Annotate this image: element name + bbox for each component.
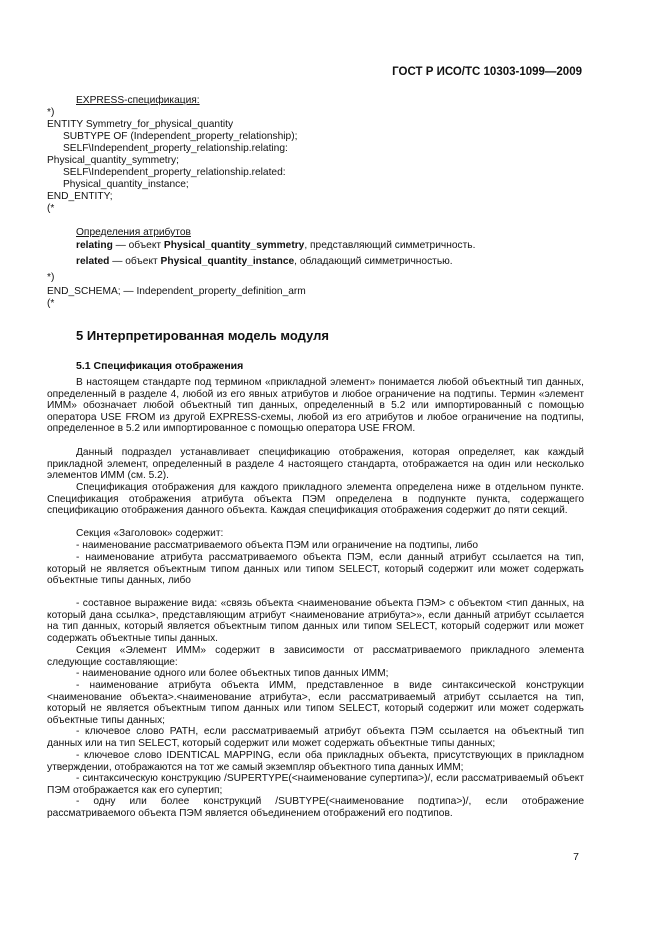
attribute-definition bbox=[76, 240, 475, 252]
list-item: - одну или более конструкций /SUBTYPE(<наименование подтипа>)/, если отображение рассматриваемого объекта ПЭМ является объединением отображений его подтипов. bbox=[47, 796, 584, 819]
express-line: END_ENTITY; bbox=[47, 191, 113, 202]
body-paragraph: Спецификация отображения для каждого прикладного элемента определена ниже в отдельном пункте. Спецификация отображения атрибута объекта ПЭМ определена в подпункте пункта, содержащего спецификацию отображения данного объекта. Каждая спецификация отображения содержит до пяти секций. bbox=[47, 482, 584, 517]
express-line: (* bbox=[47, 203, 55, 214]
section-5-1-heading: 5.1 Спецификация отображения bbox=[76, 360, 244, 372]
list-item: - наименование атрибута объекта ИММ, представленное в виде синтаксической конструкции <наименование объекта>.<наименование атрибута>, если рассматриваемый атрибут ссылается на тип, который не является объектным типом данных или типом SELECT, который содержит или может содержать объектные типы данных; bbox=[47, 680, 584, 726]
attribute-text: , обладающий симметричностью. bbox=[294, 256, 453, 267]
body-paragraph: Секция «Заголовок» содержит: bbox=[76, 528, 224, 539]
express-line: *) bbox=[47, 272, 55, 283]
express-line: Physical_quantity_symmetry; bbox=[47, 155, 179, 166]
list-item: - наименование рассматриваемого объекта ПЭМ или ограничение на подтипы, либо bbox=[76, 540, 478, 551]
attribute-name: relating bbox=[76, 240, 113, 251]
express-line: SUBTYPE OF (Independent_property_relationship); bbox=[63, 131, 298, 142]
body-paragraph: Данный подраздел устанавливает спецификацию отображения, которая определяет, как каждый прикладной элемент, определенный в разделе 4 настоящего стандарта, отображается на один или несколько элементов ИММ (см. 5.2). bbox=[47, 447, 584, 482]
express-line: SELF\Independent_property_relationship.related: bbox=[63, 167, 286, 178]
page-number: 7 bbox=[573, 851, 579, 863]
express-line: *) bbox=[47, 107, 55, 118]
body-paragraph: Секция «Элемент ИММ» содержит в зависимости от рассматриваемого прикладного элемента следующие составляющие: bbox=[47, 645, 584, 668]
express-line: SELF\Independent_property_relationship.relating: bbox=[63, 143, 288, 154]
section-5-heading: 5 Интерпретированная модель модуля bbox=[76, 328, 329, 343]
attribute-definition bbox=[76, 256, 453, 268]
list-item: - синтаксическую конструкцию /SUPERTYPE(<наименование супертипа>)/, если рассматриваемый объект ПЭМ отображается как его супертип; bbox=[47, 773, 584, 796]
list-item: - наименование одного или более объектных типов данных ИММ; bbox=[76, 668, 389, 679]
list-item: - ключевое слово PATH, если рассматриваемый атрибут объекта ПЭМ ссылается на объектный тип данных или на тип SELECT, который содержит или может содержать объектные типы данных; bbox=[47, 726, 584, 749]
list-item: - наименование атрибута рассматриваемого объекта ПЭМ, если данный атрибут ссылается на тип, который не является объектным типом данных или типом SELECT, который содержит или может содержать объектные типы данных, либо bbox=[47, 552, 584, 587]
express-line: ENTITY Symmetry_for_physical_quantity bbox=[47, 119, 234, 130]
attribute-type: Physical_quantity_instance bbox=[160, 256, 295, 267]
attribute-text: — объект bbox=[112, 240, 164, 251]
list-item: - составное выражение вида: «связь объекта <наименование объекта ПЭМ> с объектом <тип данных, на который дана ссылка>, представляющим атрибут <наименование атрибута>», если данный атрибут ссылается на тип данных, который является объектным типом данных или типом SELECT, который содержит или может содержать объектные типы данных. bbox=[47, 598, 584, 644]
express-line: Physical_quantity_instance; bbox=[63, 179, 189, 190]
express-spec-label: EXPRESS-спецификация: bbox=[76, 95, 200, 106]
attribute-type: Physical_quantity_symmetry bbox=[163, 240, 305, 251]
list-item: - ключевое слово IDENTICAL MAPPING, если оба прикладных объекта, присутствующих в прикладном утверждении, отображаются на тот же самый экземпляр объектного типа данных ИММ; bbox=[47, 750, 584, 773]
body-paragraph: В настоящем стандарте под термином «прикладной элемент» понимается любой объектный тип данных, определенный в разделе 4, любой из его явных атрибутов и любое ограничение на подтипы. Термин «элемент ИММ» обозначает любой объектный тип данных, определенный в 5.2 или импортированный с помощью оператора USE FROM из другой EXPRESS-схемы, любой из его атрибутов и любое ограничение на подтипы, определенное в 5.2 или импортированное с помощью оператора USE FROM. bbox=[47, 377, 584, 435]
attribute-text: , представляющий симметричность. bbox=[304, 240, 476, 251]
attributes-heading: Определения атрибутов bbox=[76, 227, 191, 238]
document-header-id: ГОСТ Р ИСО/ТС 10303-1099—2009 bbox=[392, 66, 582, 78]
attribute-text: — объект bbox=[109, 256, 161, 267]
express-line: (* bbox=[47, 298, 55, 309]
express-line: END_SCHEMA; — Independent_property_definition_arm bbox=[47, 286, 306, 297]
attribute-name: related bbox=[76, 256, 110, 267]
